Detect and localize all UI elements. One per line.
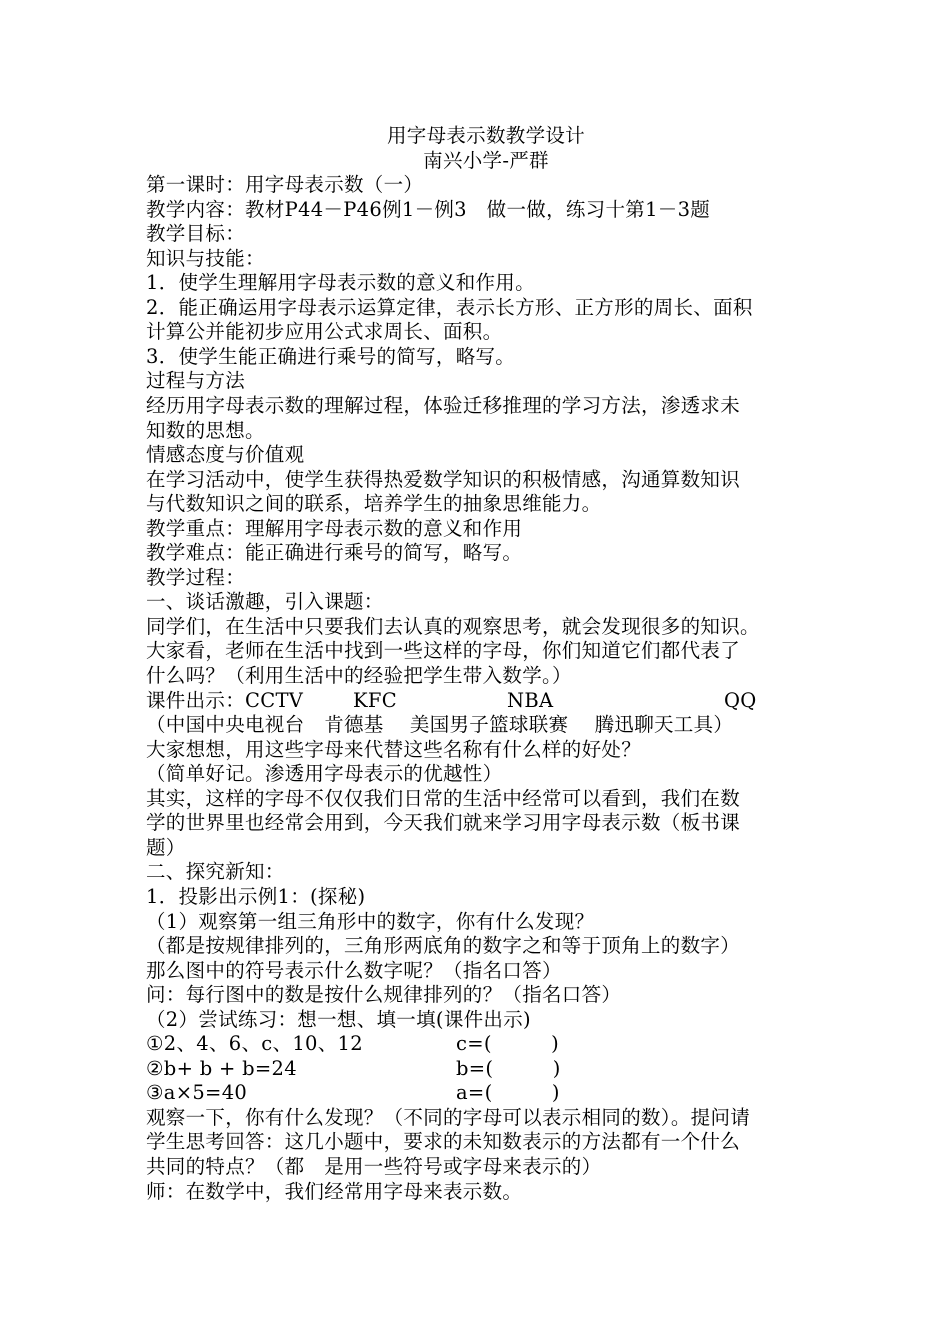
procedure-heading: 教学过程： [146,565,246,589]
rule-question: 问：每行图中的数是按什么规律排列的？（指名口答） [146,983,622,1007]
paragraph-2-line-2: 学的世界里也经常会用到，今天我们就来学习用字母表示数（板书课 [146,811,741,835]
key-point: 教学重点：理解用字母表示数的意义和作用 [146,516,523,540]
think-question: 大家想想，用这些字母来代替这些名称有什么样的好处？ [146,737,642,761]
goal-2-line-1: 2．能正确运用字母表示运算定律，表示长方形、正方形的周长、面积 [146,295,753,319]
exercise-1-answer: c=( ) [456,1032,560,1056]
exercise-row [146,1057,826,1082]
knowledge-heading: 知识与技能： [146,246,265,270]
goal-2-line-2: 计算公并能初步应用公式求周长、面积。 [146,320,503,344]
example-1-line: 1．投影出示例1：(探秘) [146,884,366,908]
courseware-nba: NBA [507,688,554,712]
exercise-row [146,1081,826,1106]
meanings-line: （中国中央电视台 肯德基 美国男子篮球联赛 腾迅聊天工具） [146,713,734,737]
process-heading: 过程与方法 [146,369,246,393]
paragraph-2-line-3: 题） [146,835,186,859]
exercise-2-question: ②b+ b + b=24 [146,1056,297,1080]
process-line-2: 知数的思想。 [146,418,265,442]
process-line-1: 经历用字母表示数的理解过程，体验迁移推理的学习方法，渗透求未 [146,394,741,418]
courseware-kfc: KFC [353,688,397,712]
emotion-heading: 情感态度与价值观 [146,443,305,467]
find-line-3: 共同的特点？（都 是用一些符号或字母来表示的） [146,1154,602,1178]
paragraph-1-line-1: 同学们，在生活中只要我们去认真的观察思考，就会发现很多的知识。 [146,614,760,638]
symbol-question: 那么图中的符号表示什么数字呢？（指名口答） [146,958,562,982]
document-author: 南兴小学-严群 [423,148,549,172]
courseware-label: 课件出示：CCTV [146,688,304,712]
courseware-row [146,689,826,714]
goal-1: 1．使学生理解用字母表示数的意义和作用。 [146,271,535,295]
step-1-heading: 一、谈话激趣，引入课题： [146,590,384,614]
goal-3: 3．使学生能正确进行乘号的简写，略写。 [146,344,516,368]
paragraph-1-line-3: 什么吗？（利用生活中的经验把学生带入数学。） [146,664,572,688]
find-line-2: 学生思考回答：这几小题中，要求的未知数表示的方法都有一个什么 [146,1130,741,1154]
document-title: 用字母表示数教学设计 [386,124,585,147]
courseware-qq: QQ [724,688,757,712]
observe-answer: （都是按规律排列的，三角形两底角的数字之和等于顶角上的数字） [146,934,741,958]
paragraph-1-line-2: 大家看，老师在生活中找到一些这样的字母，你们知道它们都代表了 [146,639,741,663]
emotion-line-1: 在学习活动中，使学生获得热爱数学知识的积极情感，沟通算数知识 [146,467,741,491]
teacher-line: 师：在数学中，我们经常用字母来表示数。 [146,1179,523,1203]
step-2-heading: 二、探究新知： [146,860,285,884]
exercise-2-answer: b=( ) [456,1056,561,1080]
document-body [146,124,826,1204]
goals-heading: 教学目标： [146,222,246,246]
exercise-1-question: ①2、4、6、c、10、12 [146,1032,363,1056]
think-answer: （简单好记。渗透用字母表示的优越性） [146,762,503,786]
paragraph-2-line-1: 其实，这样的字母不仅仅我们日常的生活中经常可以看到，我们在数 [146,786,741,810]
exercise-3-question: ③a×5=40 [146,1081,248,1105]
lesson-line: 第一课时：用字母表示数（一） [146,173,424,197]
practice-heading: （2）尝试练习：想一想、填一填(课件出示) [146,1007,531,1031]
find-line-1: 观察一下，你有什么发现？（不同的字母可以表示相同的数）。提问请 [146,1105,751,1129]
difficulty: 教学难点：能正确进行乘号的简写，略写。 [146,541,523,565]
exercise-3-answer: a=( ) [456,1081,560,1105]
exercise-row [146,1032,826,1057]
observe-question: （1）观察第一组三角形中的数字，你有什么发现？ [146,909,595,933]
content-line: 教学内容：教材P44－P46例1－例3 做一做，练习十第1－3题 [146,197,711,221]
emotion-line-2: 与代数知识之间的联系，培养学生的抽象思维能力。 [146,492,602,516]
